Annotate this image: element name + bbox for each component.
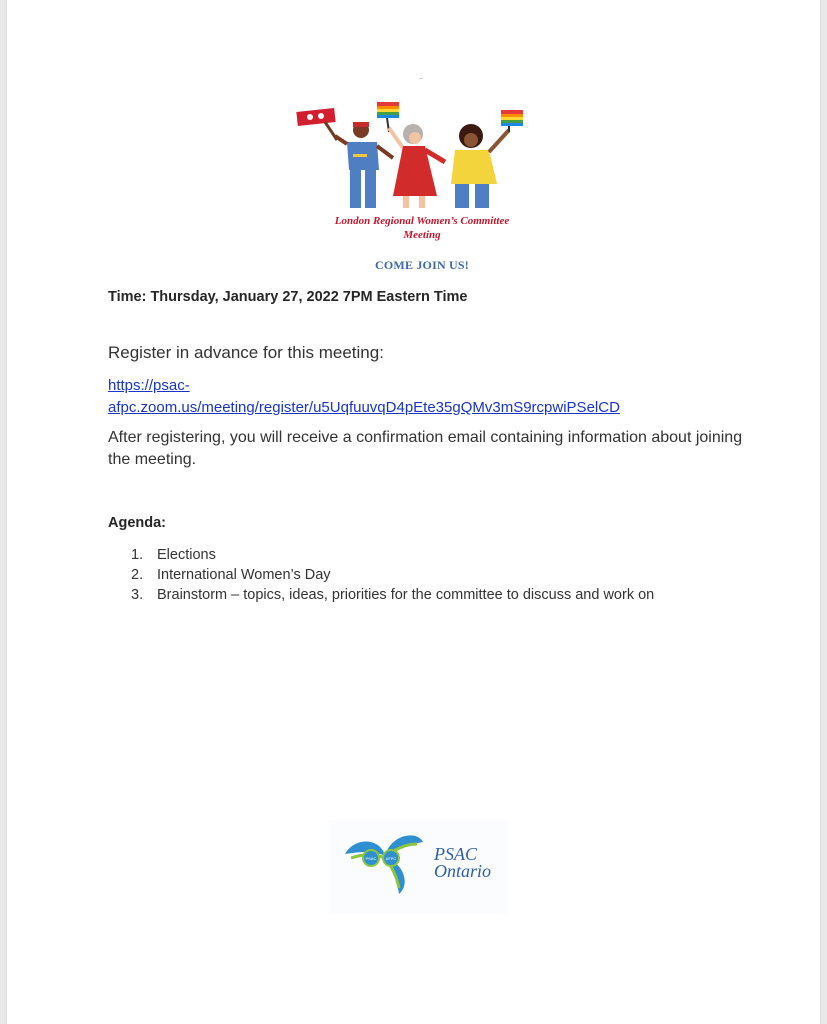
registration-link[interactable] (108, 375, 708, 419)
come-join-heading: COME JOIN US! (375, 258, 469, 272)
badge-left-text: PSAC (365, 856, 377, 861)
psac-ontario-logo (329, 820, 507, 914)
registration-link-line2[interactable]: afpc.zoom.us/meeting/register/u5UqfuuvqD4pEte35gQMv3mS9rcpwiPSelCD (108, 399, 620, 416)
document-page (7, 0, 820, 1024)
register-instruction: Register in advance for this meeting: (108, 343, 384, 362)
agenda-item-text: International Women’s Day (157, 567, 331, 583)
agenda-item-text: Brainstorm – topics, ideas, priorities for the committee to discuss and work on (157, 587, 655, 603)
women-illustration (295, 100, 529, 212)
logo-line1: PSAC (434, 844, 477, 864)
confirmation-note: After registering, you will receive a confirmation email containing information about joining the meeting. (108, 429, 743, 468)
meeting-time: Time: Thursday, January 27, 2022 7PM Eastern Time (108, 289, 468, 305)
psac-trillium-icon (341, 828, 427, 898)
logo-line2: Ontario (434, 861, 492, 881)
agenda-item-text: Elections (157, 547, 216, 563)
agenda-item (131, 545, 654, 565)
badge-right-text: AFPC (385, 856, 397, 861)
agenda-heading: Agenda: (108, 515, 166, 531)
agenda-item-number: 2. (131, 567, 144, 583)
banner-caption-line1: London Regional Women’s Committee (334, 215, 510, 227)
agenda-item (131, 565, 654, 585)
stray-mark (420, 78, 422, 79)
agenda-item-number: 1. (131, 547, 144, 563)
agenda-item-number: 3. (131, 587, 144, 603)
banner-caption (297, 214, 547, 242)
agenda-item (131, 585, 654, 605)
agenda-list (131, 545, 654, 605)
logo-text (434, 846, 491, 880)
registration-link-line1[interactable]: https://psac- (108, 377, 190, 394)
banner-caption-line2: Meeting (403, 229, 441, 241)
